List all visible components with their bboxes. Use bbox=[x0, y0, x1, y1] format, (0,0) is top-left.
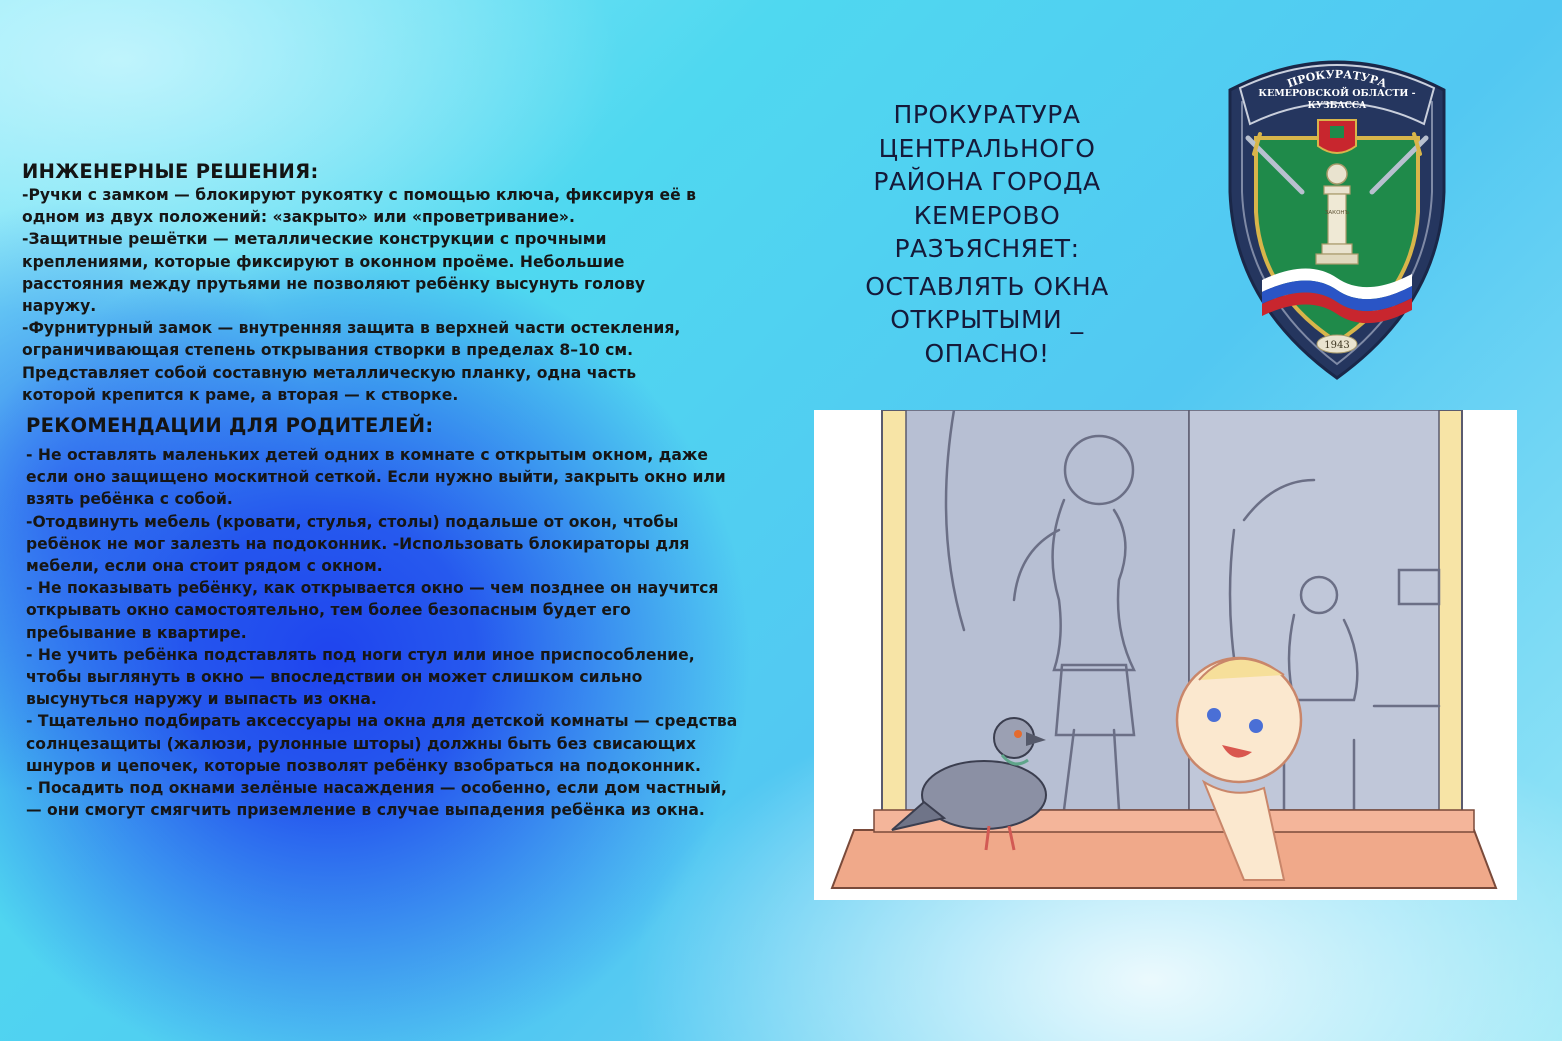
text-line: наружу. bbox=[22, 297, 97, 316]
title-line: РАЙОНА ГОРОДА bbox=[873, 167, 1101, 196]
text-line: -Защитные решётки — металлические конструкции с прочными bbox=[22, 230, 607, 249]
text-line: - Посадить под окнами зелёные насаждения — особенно, если дом частный, bbox=[26, 779, 727, 798]
text-line: Представляет собой составную металлическую планку, одна часть bbox=[22, 363, 637, 382]
emblem-year: 1943 bbox=[1324, 340, 1350, 351]
text-line: шнуров и цепочек, которые позволят ребёнку взобраться на подоконник. bbox=[26, 756, 701, 775]
text-line: одном из двух положений: «закрыто» или «проветривание». bbox=[22, 208, 575, 227]
text-line: которой крепится к раме, а вторая — к створке. bbox=[22, 385, 459, 404]
emblem-ribbon-text: КЕМЕРОВСКОЙ ОБЛАСТИ - bbox=[1258, 88, 1416, 99]
title-line: ОПАСНО! bbox=[924, 338, 1050, 368]
text-line: чтобы выглянуть в окно — впоследствии он может слишком сильно bbox=[26, 668, 643, 687]
recommendations-text bbox=[26, 444, 786, 821]
title-line: РАЗЪЯСНЯЕТ: bbox=[894, 234, 1080, 263]
column-label: ЗАКОНЪ bbox=[1324, 210, 1350, 216]
emblem-ribbon-text: ПРОКУРАТУРА bbox=[1285, 67, 1389, 91]
text-line: - Не оставлять маленьких детей одних в комнате с открытым окном, даже bbox=[26, 446, 708, 464]
text-line: ограничивающая степень открывания створки в пределах 8–10 см. bbox=[22, 341, 634, 360]
prosecutor-emblem bbox=[1218, 42, 1456, 382]
text-line: если оно защищено москитной сеткой. Если нужно выйти, закрыть окно или bbox=[26, 468, 726, 487]
text-line: открывать окно самостоятельно, тем более безопасным будет его bbox=[26, 601, 631, 620]
page-title bbox=[842, 98, 1132, 370]
text-line: ребёнок не мог залезть на подоконник. -Использовать блокираторы для bbox=[26, 534, 690, 553]
text-line: - Тщательно подбирать аксессуары на окна для детской комнаты — средства bbox=[26, 712, 738, 731]
window-sill bbox=[832, 830, 1496, 888]
title-line: ОТКРЫТЫМИ _ bbox=[890, 305, 1084, 334]
emblem-ribbon-text: КУЗБАССА bbox=[1307, 101, 1367, 111]
title-line: КЕМЕРОВО bbox=[913, 200, 1061, 230]
child-at-open-window-illustration bbox=[814, 410, 1517, 900]
text-line: креплениями, которые фиксируют в оконном проёме. Небольшие bbox=[22, 252, 625, 271]
text-line: высунуться наружу и выпасть из окна. bbox=[26, 690, 377, 709]
recommendations-heading: РЕКОМЕНДАЦИИ ДЛЯ РОДИТЕЛЕЙ: bbox=[26, 414, 434, 437]
text-line: пребывание в квартире. bbox=[26, 623, 247, 642]
shield-icon bbox=[1218, 42, 1456, 382]
title-line: ОСТАВЛЯТЬ ОКНА bbox=[865, 271, 1109, 301]
text-line: расстояния между прутьями не позволяют ребёнку высунуть голову bbox=[22, 274, 646, 293]
title-line: ЦЕНТРАЛЬНОГО bbox=[878, 133, 1096, 163]
engineering-text bbox=[22, 184, 782, 406]
engineering-section bbox=[22, 160, 782, 406]
recommendations-section bbox=[26, 414, 786, 821]
text-line: мебели, если она стоит рядом с окном. bbox=[26, 557, 383, 576]
engineering-heading: ИНЖЕНЕРНЫЕ РЕШЕНИЯ: bbox=[22, 160, 319, 183]
text-line: - Не учить ребёнка подставлять под ноги стул или иное приспособление, bbox=[26, 645, 695, 664]
text-line: взять ребёнка с собой. bbox=[26, 490, 233, 509]
text-line: -Фурнитурный замок — внутренняя защита в верхней части остекления, bbox=[22, 319, 681, 338]
text-line: -Отодвинуть мебель (кровати, стулья, столы) подальше от окон, чтобы bbox=[26, 512, 679, 531]
text-line: - Не показывать ребёнку, как открывается окно — чем позднее он научится bbox=[26, 579, 719, 598]
window-illustration bbox=[814, 410, 1517, 900]
title-line: ПРОКУРАТУРА bbox=[893, 100, 1081, 129]
text-line: -Ручки с замком — блокируют рукоятку с помощью ключа, фиксируя её в bbox=[22, 186, 696, 204]
text-line: — они смогут смягчить приземление в случае выпадения ребёнка из окна. bbox=[26, 801, 705, 820]
text-line: солнцезащиты (жалюзи, рулонные шторы) должны быть без свисающих bbox=[26, 734, 696, 753]
